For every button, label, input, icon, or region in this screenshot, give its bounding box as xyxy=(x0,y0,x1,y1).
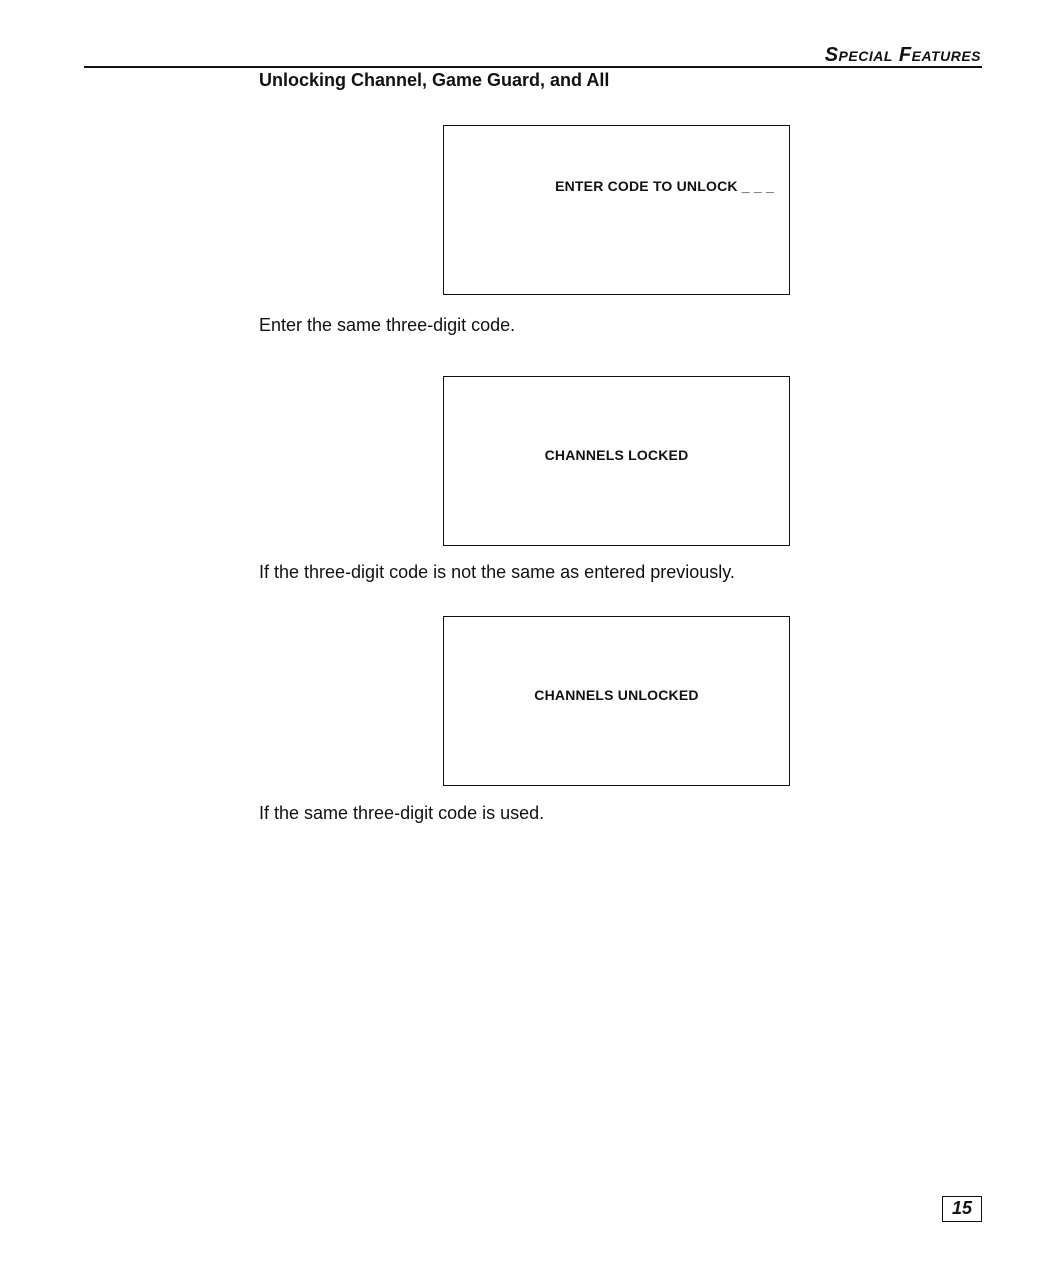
screen-channels-locked xyxy=(443,376,790,546)
caption-channels-locked: If the three-digit code is not the same as entered previously. xyxy=(259,562,735,582)
screen-enter-code-text: ENTER CODE TO UNLOCK _ _ _ xyxy=(555,178,774,194)
page-number: 15 xyxy=(942,1196,982,1222)
screen-enter-code xyxy=(443,125,790,295)
header-rule xyxy=(84,66,982,68)
caption-enter-code: Enter the same three-digit code. xyxy=(259,315,516,335)
screen-channels-unlocked-text: CHANNELS UNLOCKED xyxy=(534,687,699,703)
page-heading: Unlocking Channel, Game Guard, and All xyxy=(259,70,610,90)
caption-channels-unlocked: If the same three-digit code is used. xyxy=(259,803,545,823)
screen-channels-unlocked xyxy=(443,616,790,786)
screen-channels-locked-text: CHANNELS LOCKED xyxy=(544,447,689,463)
section-header: Special Features xyxy=(824,44,981,66)
